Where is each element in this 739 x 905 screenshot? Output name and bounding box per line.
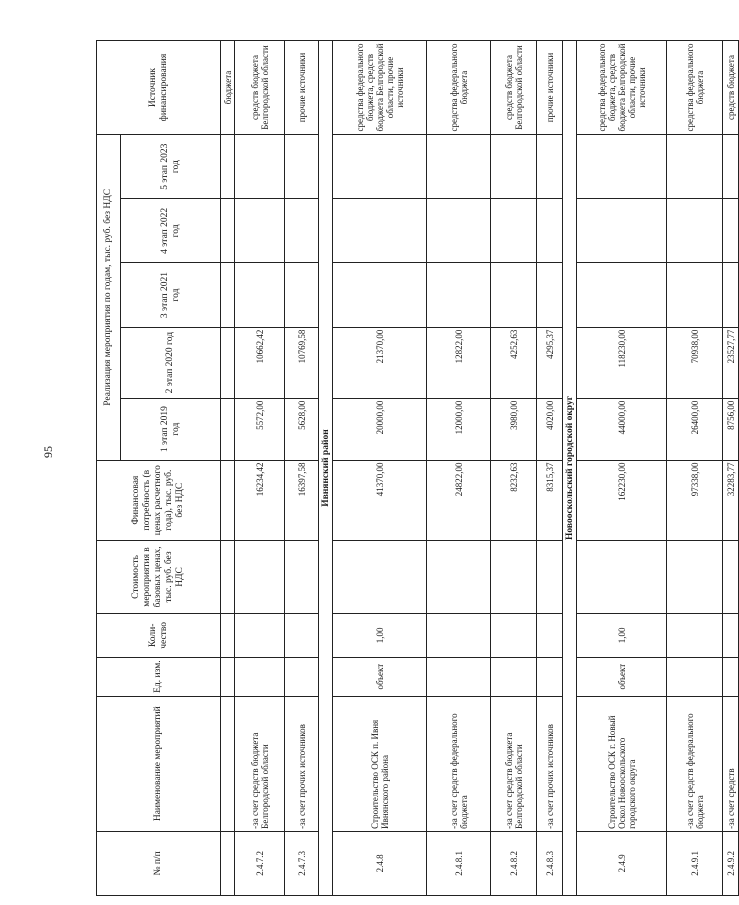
cell-cost	[537, 540, 563, 613]
page-number: 95	[41, 446, 55, 458]
cell-s3	[235, 263, 285, 327]
cell-unit: объект	[577, 657, 667, 696]
cell-s2: 118230,00	[577, 327, 667, 398]
rows-group-c	[577, 41, 739, 896]
cell-s2: 12822,00	[427, 327, 491, 398]
cell-cost	[285, 540, 319, 613]
cell-s1: 5628,00	[285, 398, 319, 460]
cell-s1: 44000,00	[577, 398, 667, 460]
cell-s3	[333, 263, 427, 327]
cell-cost	[491, 540, 537, 613]
header-stage-4: 4 этап 2022 год	[121, 199, 221, 263]
cell-s1: 12000,00	[427, 398, 491, 460]
table-row	[723, 41, 739, 896]
cell-s5	[427, 135, 491, 199]
header-cost: Стоимость мероприятия в базовых ценах, тыс. руб. без НДС	[97, 540, 221, 613]
cell-name: Строительство ОСК п. Ивня Ивнянского района	[333, 696, 427, 831]
cell-unit	[427, 657, 491, 696]
cell-s1: 5572,00	[235, 398, 285, 460]
cell-s1: 26400,00	[667, 398, 723, 460]
rows-group-b	[333, 41, 563, 896]
cell-s1: 3980,00	[491, 398, 537, 460]
table-row	[235, 41, 285, 896]
cell-source: прочие источники	[285, 41, 319, 135]
cell-qty	[235, 614, 285, 658]
cell-s2: 10769,58	[285, 327, 319, 398]
cell-s3	[537, 263, 563, 327]
cell-num: 2.4.8.1	[427, 831, 491, 895]
cell-need: 8315,37	[537, 460, 563, 540]
continuation-row	[221, 41, 235, 896]
header-num: № п/п	[97, 831, 221, 895]
rows-group-a	[235, 41, 319, 896]
cell-s5	[667, 135, 723, 199]
cell-qty	[427, 614, 491, 658]
table-row	[537, 41, 563, 896]
cell-source: средства федерального бюджета	[667, 41, 723, 135]
cell-s3	[427, 263, 491, 327]
cell-unit	[491, 657, 537, 696]
header-need: Финансовая потребность (в ценах расчетного года), тыс. руб. без НДС	[97, 460, 221, 540]
cell-s4	[491, 199, 537, 263]
cell-qty	[285, 614, 319, 658]
cell-name: -за счет средств	[723, 696, 739, 831]
cell-need: 16234,42	[235, 460, 285, 540]
cell-s4	[285, 199, 319, 263]
cell-need: 97338,00	[667, 460, 723, 540]
cell-name: -за счет прочих источников	[537, 696, 563, 831]
header-stage-5: 5 этап 2023 год	[121, 135, 221, 199]
cell-source: бюджета	[221, 41, 235, 135]
cell-cost	[333, 540, 427, 613]
cell-s4	[427, 199, 491, 263]
cell-s1: 4020,00	[537, 398, 563, 460]
cell-name: Строительство ОСК г. Новый Оскол Новооскольского городского округа	[577, 696, 667, 831]
table-row	[491, 41, 537, 896]
cell-unit: объект	[333, 657, 427, 696]
cell-s2: 4252,63	[491, 327, 537, 398]
cell-s3	[723, 263, 739, 327]
cell-source: средств бюджета Белгородской области	[235, 41, 285, 135]
cell-source: средств бюджета	[723, 41, 739, 135]
section-row	[563, 41, 577, 896]
cell-num: 2.4.8	[333, 831, 427, 895]
cell-num: 2.4.8.3	[537, 831, 563, 895]
table-row	[577, 41, 667, 896]
cell-s4	[537, 199, 563, 263]
cell-name: -за счет средств федерального бюджета	[667, 696, 723, 831]
cell-need: 32283,77	[723, 460, 739, 540]
cell-source: средства федерального бюджета, средств бюджета Белгородской области, прочие источники	[333, 41, 427, 135]
cell-s3	[285, 263, 319, 327]
cell-num: 2.4.9	[577, 831, 667, 895]
cell-qty	[667, 614, 723, 658]
cell-qty	[491, 614, 537, 658]
cell-s2: 10662,42	[235, 327, 285, 398]
header-source: Источник финансирования	[97, 41, 221, 135]
cell-source: прочие источники	[537, 41, 563, 135]
cell-source: средства федерального бюджета, средств бюджета Белгородской области, прочие источники	[577, 41, 667, 135]
cell-s4	[723, 199, 739, 263]
table-row	[427, 41, 491, 896]
header-stage-3: 3 этап 2021 год	[121, 263, 221, 327]
cell-s5	[491, 135, 537, 199]
cell-s2: 70938,00	[667, 327, 723, 398]
cell-name: -за счет прочих источников	[285, 696, 319, 831]
header-name: Наименование мероприятий	[97, 696, 221, 831]
cell-s2: 4295,37	[537, 327, 563, 398]
cell-num: 2.4.7.3	[285, 831, 319, 895]
cell-cost	[235, 540, 285, 613]
cell-s5	[285, 135, 319, 199]
cell-unit	[285, 657, 319, 696]
header-unit: Ед. изм.	[97, 657, 221, 696]
cell-s2: 23527,77	[723, 327, 739, 398]
cell-need: 24822,00	[427, 460, 491, 540]
cell-need: 41370,00	[333, 460, 427, 540]
cell-unit	[537, 657, 563, 696]
cell-num: 2.4.9.1	[667, 831, 723, 895]
cell-s4	[667, 199, 723, 263]
cell-s5	[333, 135, 427, 199]
section-title-novooskol: Новооскольский городской округ	[563, 41, 577, 896]
cell-qty: 1,00	[333, 614, 427, 658]
cell-s3	[577, 263, 667, 327]
cell-s4	[333, 199, 427, 263]
cell-name: -за счет средств бюджета Белгородской области	[235, 696, 285, 831]
cell-s4	[577, 199, 667, 263]
cell-need: 16397,58	[285, 460, 319, 540]
table-rotator	[96, 40, 736, 896]
table-row	[667, 41, 723, 896]
cell-cost	[427, 540, 491, 613]
cell-name: -за счет средств бюджета Белгородской области	[491, 696, 537, 831]
cell-num: 2.4.7.2	[235, 831, 285, 895]
cell-s5	[537, 135, 563, 199]
cell-need: 8232,63	[491, 460, 537, 540]
cell-name: -за счет средств федерального бюджета	[427, 696, 491, 831]
cell-unit	[235, 657, 285, 696]
cell-s4	[235, 199, 285, 263]
table-row	[285, 41, 319, 896]
section-row	[319, 41, 333, 896]
financing-table	[96, 40, 739, 896]
cell-cost	[667, 540, 723, 613]
table-row	[333, 41, 427, 896]
cell-unit	[667, 657, 723, 696]
header-stage-2: 2 этап 2020 год	[121, 327, 221, 398]
cell-qty	[537, 614, 563, 658]
cell-unit	[723, 657, 739, 696]
cell-qty	[723, 614, 739, 658]
header-qty: Коли-чество	[97, 614, 221, 658]
cell-s5	[723, 135, 739, 199]
header-implementation: Реализация мероприятия по годам, тыс. руб. без НДС	[97, 135, 121, 460]
cell-s1: 20000,00	[333, 398, 427, 460]
cell-s1: 8756,00	[723, 398, 739, 460]
cell-need: 162230,00	[577, 460, 667, 540]
cell-source: средства федерального бюджета	[427, 41, 491, 135]
cell-cost	[723, 540, 739, 613]
cell-num: 2.4.8.2	[491, 831, 537, 895]
cell-s5	[577, 135, 667, 199]
cell-qty: 1,00	[577, 614, 667, 658]
header-stage-1: 1 этап 2019 год	[121, 398, 221, 460]
cell-s5	[235, 135, 285, 199]
cell-cost	[577, 540, 667, 613]
rotated-sheet	[96, 40, 736, 896]
cell-s3	[667, 263, 723, 327]
cell-source: средств бюджета Белгородской области	[491, 41, 537, 135]
section-title-ivnya: Ивнянский район	[319, 41, 333, 896]
cell-s2: 21370,00	[333, 327, 427, 398]
cell-s3	[491, 263, 537, 327]
cell-num: 2.4.9.2	[723, 831, 739, 895]
